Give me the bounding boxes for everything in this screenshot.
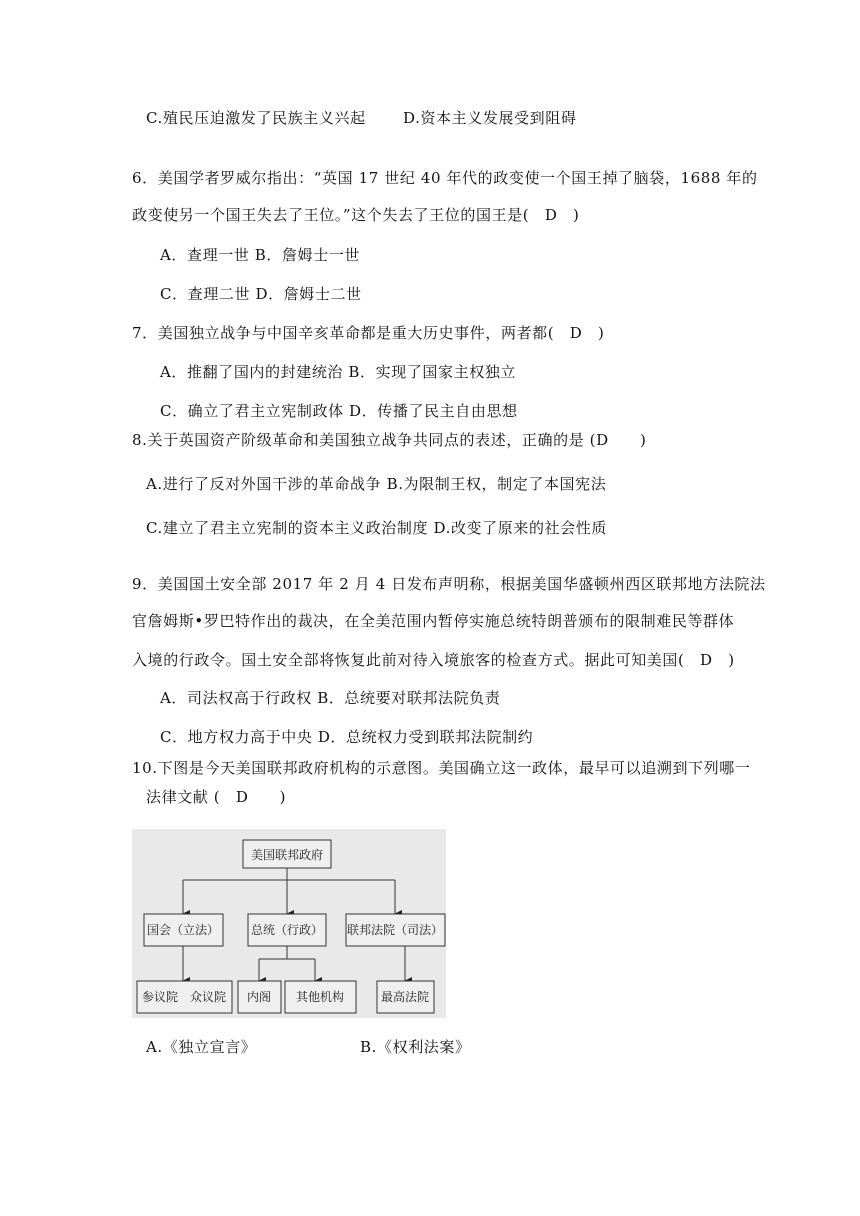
root-connectors — [183, 868, 395, 914]
q7-options-cd: C．确立了君主立宪制政体 D．传播了民主自由思想 — [160, 402, 518, 420]
q5-option-d: D.资本主义发展受到阻碍 — [403, 109, 577, 127]
q8-options-cd: C.建立了君主立宪制的资本主义政治制度 D.改变了原来的社会性质 — [146, 519, 607, 537]
q9-stem-line3: 入境的行政令。国土安全部将恢复此前对待入境旅客的检查方式。据此可知美国( D ) — [132, 651, 735, 669]
other-agencies-label: 其他机构 — [295, 990, 345, 1004]
q6-stem-line2: 政变使另一个国王失去了王位。”这个失去了王位的国王是( D ) — [132, 206, 580, 224]
q6-stem-line1: 6．美国学者罗威尔指出：“英国 17 世纪 40 年代的政变使一个国王掉了脑袋，1688 年的 — [132, 169, 758, 187]
q7-stem: 7．美国独立战争与中国辛亥革命都是重大历史事件，两者都( D ) — [132, 324, 605, 342]
president-label: 总统（行政） — [250, 923, 324, 937]
cabinet-label: 内阁 — [246, 990, 272, 1004]
q10-option-b: B.《权利法案》 — [360, 1038, 471, 1056]
leaf-connectors — [183, 946, 405, 981]
federal-government-diagram — [132, 829, 446, 1018]
q8-stem: 8.关于英国资产阶级革命和美国独立战争共同点的表述，正确的是 (D ) — [132, 431, 647, 449]
q7-options-ab: A．推翻了国内的封建统治 B．实现了国家主权独立 — [160, 363, 517, 381]
root-label: 美国联邦政府 — [250, 848, 324, 862]
q9-options-ab: A．司法权高于行政权 B．总统要对联邦法院负责 — [160, 689, 501, 707]
q6-options-cd: C．查理二世 D．詹姆士二世 — [160, 285, 362, 303]
q10-stem-line2: 法律文献 ( D ) — [146, 788, 287, 806]
q10-option-a: A.《独立宣言》 — [146, 1038, 257, 1056]
q9-options-cd: C．地方权力高于中央 D．总统权力受到联邦法院制约 — [160, 728, 534, 746]
q10-stem-line1: 10.下图是今天美国联邦政府机构的示意图。美国确立这一政体，最早可以追溯到下列哪一 — [132, 759, 751, 777]
federal-court-label: 联邦法院（司法） — [346, 923, 444, 937]
q9-stem-line2: 官詹姆斯•罗巴特作出的裁决，在全美范围内暂停实施总统特朗普颁布的限制难民等群体 — [132, 612, 735, 630]
congress-label: 国会（立法） — [146, 923, 220, 937]
supreme-court-label: 最高法院 — [380, 990, 430, 1004]
q9-stem-line1: 9．美国国土安全部 2017 年 2 月 4 日发布声明称，根据美国华盛顿州西区联邦地方法院法 — [132, 575, 766, 593]
q5-option-c: C.殖民压迫激发了民族主义兴起 — [146, 109, 366, 127]
senate-house-label: 参议院 众议院 — [141, 990, 227, 1004]
q8-options-ab: A.进行了反对外国干涉的革命战争 B.为限制王权，制定了本国宪法 — [146, 475, 607, 493]
q6-options-ab: A．查理一世 B．詹姆士一世 — [160, 246, 361, 264]
